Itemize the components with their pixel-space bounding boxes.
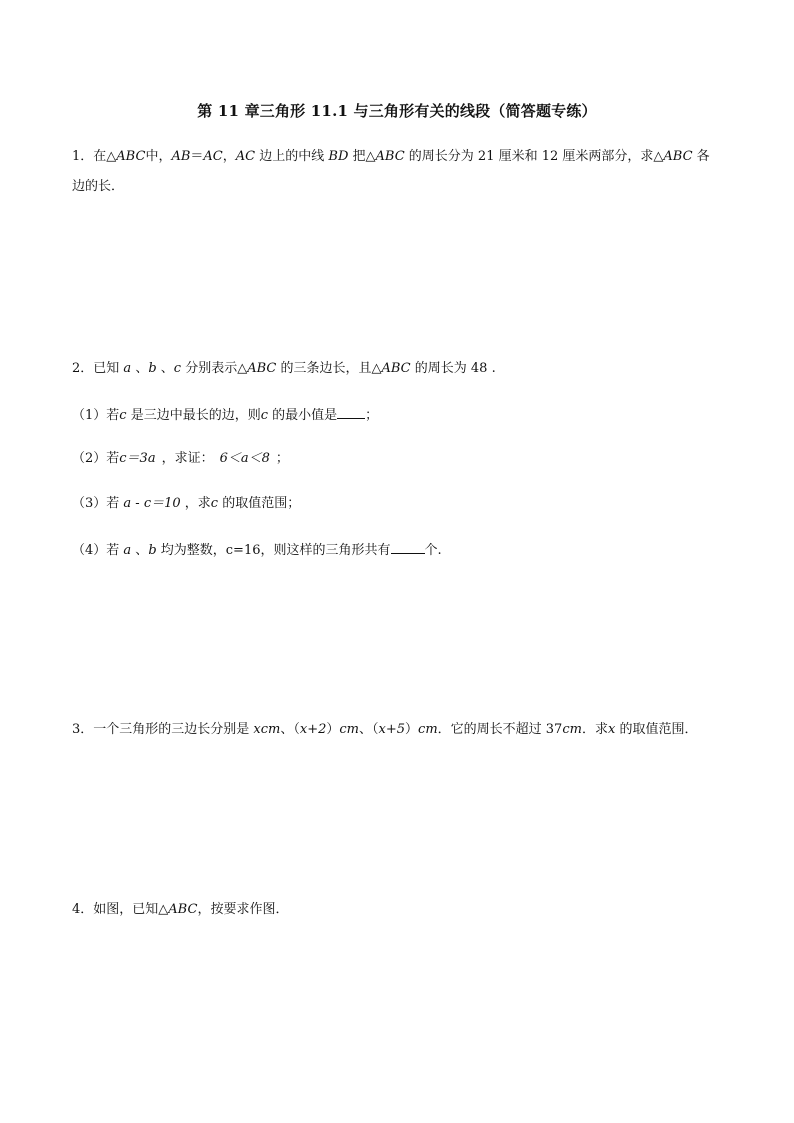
question-1-line-2: 边的长． <box>72 179 125 194</box>
question-2-part-4: （4）若 a 、b 均为整数，c=16，则这样的三角形共有 个. <box>72 539 442 561</box>
page-title: 第 11 章三角形 11.1 与三角形有关的线段（简答题专练） <box>197 102 597 120</box>
question-3-number: 3． <box>72 722 94 737</box>
question-2-number: 2． <box>72 361 94 376</box>
question-1-number: 1． <box>72 149 94 164</box>
question-2-part-2: （2）若c＝3a ，求证： 6＜a＜8 ； <box>72 451 289 466</box>
triangle-abc: △ABC <box>106 149 146 164</box>
question-1-line-1: 1．在△ABC中，AB＝AC，AC 边上的中线 BD 把△ABC 的周长分为 21 厘米和 12 厘米两部分，求△ABC 各 <box>72 149 710 164</box>
question-4-number: 4． <box>72 902 94 917</box>
question-3-line: 3．一个三角形的三边长分别是 xcm、（x+2）cm、（x+5）cm．它的周长不超过 37cm．求x 的取值范围． <box>72 722 698 737</box>
question-2-stem: 2．已知 a 、b 、c 分别表示△ABC 的三条边长，且△ABC 的周长为 48 . <box>72 361 496 376</box>
answer-blank <box>391 539 425 554</box>
question-4-line: 4．如图，已知△ABC，按要求作图． <box>72 902 289 917</box>
answer-blank <box>337 404 365 419</box>
question-2-part-1: （1）若c 是三边中最长的边，则c 的最小值是 ； <box>72 404 378 426</box>
question-2-part-3: （3）若 a - c＝10 ，求c 的取值范围； <box>72 496 301 511</box>
